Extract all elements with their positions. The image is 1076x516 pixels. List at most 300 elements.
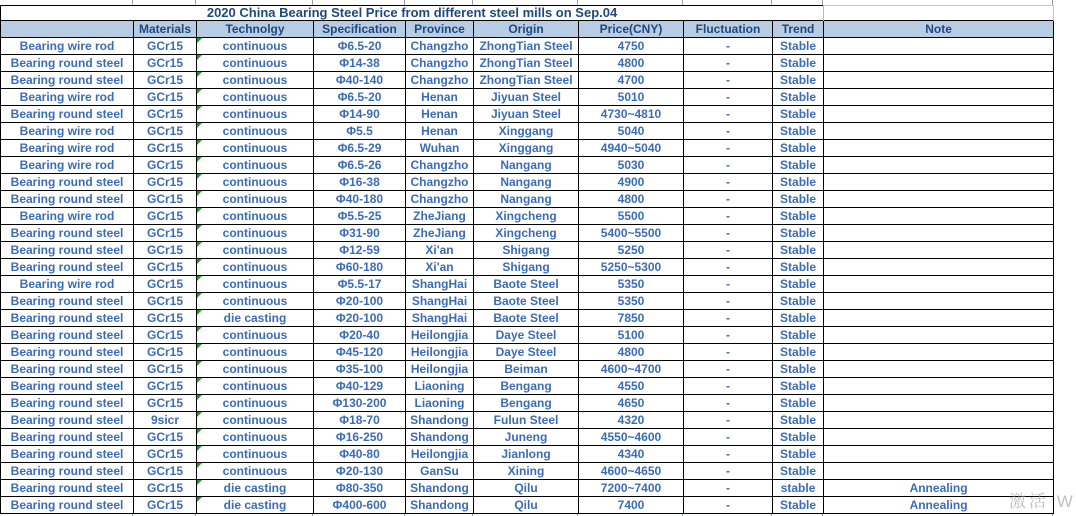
cell-material[interactable]: GCr15 [134,293,197,310]
cell-product[interactable]: Bearing round steel [1,395,134,412]
cell-material[interactable]: GCr15 [134,429,197,446]
title-side-cell[interactable] [824,6,1054,21]
cell-technology[interactable]: continuous [197,106,314,123]
cell-material[interactable]: GCr15 [134,276,197,293]
cell-product[interactable]: Bearing round steel [1,310,134,327]
cell-material[interactable]: GCr15 [134,55,197,72]
cell-product[interactable]: Bearing round steel [1,293,134,310]
cell-province[interactable]: Liaoning [406,395,474,412]
table-row [1,429,1054,446]
cell-trend[interactable]: Stable [773,72,824,89]
cell-note[interactable] [824,293,1054,310]
cell-specification[interactable]: Φ5.5 [314,123,406,140]
cell-specification[interactable]: Φ6.5-20 [314,38,406,55]
cell-specification[interactable]: Φ400-600 [314,497,406,514]
cell-origin[interactable]: Daye Steel [474,344,579,361]
cell-specification[interactable]: Φ20-40 [314,327,406,344]
cell-origin[interactable]: Baote Steel [474,293,579,310]
cell-note[interactable] [824,72,1054,89]
cell-material[interactable]: GCr15 [134,259,197,276]
cell-error-indicator-icon [197,72,202,77]
cell-trend[interactable]: Stable [773,55,824,72]
cell-trend[interactable]: Stable [773,208,824,225]
cell-specification[interactable]: Φ6.5-29 [314,140,406,157]
cell-province[interactable]: Heilongjia [406,327,474,344]
cell-note[interactable] [824,123,1054,140]
cell-technology[interactable]: continuous [197,140,314,157]
cell-technology[interactable]: continuous [197,412,314,429]
cell-product[interactable]: Bearing round steel [1,191,134,208]
cell-technology[interactable]: continuous [197,395,314,412]
cell-fluctuation[interactable]: - [684,344,773,361]
cell-price[interactable]: 5030 [579,157,684,174]
cell-trend[interactable]: stable [773,480,824,497]
cell-origin[interactable]: Bengang [474,378,579,395]
cell-technology[interactable]: continuous [197,463,314,480]
table-header-row [1,21,1054,38]
cell-note[interactable] [824,106,1054,123]
cell-fluctuation[interactable]: - [684,497,773,514]
cell-trend[interactable]: Stable [773,157,824,174]
cell-material[interactable]: GCr15 [134,106,197,123]
cell-province[interactable]: Shandong [406,480,474,497]
cell-note[interactable] [824,276,1054,293]
cell-specification[interactable]: Φ45-120 [314,344,406,361]
cell-trend[interactable]: Stable [773,106,824,123]
cell-fluctuation[interactable]: - [684,72,773,89]
cell-province[interactable]: Henan [406,106,474,123]
cell-price[interactable]: 7850 [579,310,684,327]
cell-price[interactable]: 4600~4700 [579,361,684,378]
cell-province[interactable]: ZheJiang [406,208,474,225]
cell-note[interactable]: Annealing [824,497,1054,514]
cell-technology[interactable]: continuous [197,293,314,310]
cell-origin[interactable]: Nangang [474,191,579,208]
cell-product[interactable]: Bearing round steel [1,242,134,259]
cell-trend[interactable]: Stable [773,327,824,344]
cell-origin[interactable]: Xingcheng [474,225,579,242]
cell-specification[interactable]: Φ20-100 [314,293,406,310]
cell-origin[interactable]: Shigang [474,242,579,259]
column-header-trend[interactable]: Trend [773,21,824,38]
cell-province[interactable]: ShangHai [406,293,474,310]
cell-material[interactable]: GCr15 [134,327,197,344]
cell-fluctuation[interactable]: - [684,378,773,395]
cell-price[interactable]: 4750 [579,38,684,55]
cell-origin[interactable]: Jiyuan Steel [474,106,579,123]
cell-error-indicator-icon [197,276,202,281]
cell-fluctuation[interactable]: - [684,429,773,446]
cell-product[interactable]: Bearing round steel [1,463,134,480]
cell-material[interactable]: GCr15 [134,157,197,174]
cell-error-indicator-icon [197,89,202,94]
cell-note[interactable] [824,157,1054,174]
cell-province[interactable]: Henan [406,89,474,106]
cell-province[interactable]: Heilongjia [406,361,474,378]
cell-trend[interactable]: Stable [773,259,824,276]
cell-product[interactable]: Bearing round steel [1,429,134,446]
cell-origin[interactable]: Nangang [474,157,579,174]
cell-province[interactable]: Xi'an [406,259,474,276]
cell-trend[interactable]: Stable [773,38,824,55]
cell-origin[interactable]: Jiyuan Steel [474,89,579,106]
cell-fluctuation[interactable]: - [684,395,773,412]
cell-province[interactable]: Changzho [406,55,474,72]
cell-specification[interactable]: Φ20-130 [314,463,406,480]
cell-material[interactable]: GCr15 [134,38,197,55]
cell-material[interactable]: GCr15 [134,361,197,378]
cell-province[interactable]: Changzho [406,191,474,208]
page-title[interactable]: 2020 China Bearing Steel Price from different steel mills on Sep.04 [1,6,824,21]
cell-price[interactable]: 7200~7400 [579,480,684,497]
cell-fluctuation[interactable]: - [684,191,773,208]
cell-material[interactable]: GCr15 [134,191,197,208]
cell-price[interactable]: 4340 [579,446,684,463]
cell-product[interactable]: Bearing round steel [1,174,134,191]
cell-price[interactable]: 4940~5040 [579,140,684,157]
cell-material[interactable]: GCr15 [134,463,197,480]
cell-material[interactable]: GCr15 [134,480,197,497]
cell-specification[interactable]: Φ60-180 [314,259,406,276]
cell-product[interactable]: Bearing round steel [1,55,134,72]
cell-product[interactable]: Bearing round steel [1,344,134,361]
column-header-note[interactable]: Note [824,21,1054,38]
cell-origin[interactable]: Xining [474,463,579,480]
column-header-province[interactable]: Province [406,21,474,38]
cell-specification[interactable]: Φ6.5-26 [314,157,406,174]
cell-origin[interactable]: Beiman [474,361,579,378]
cell-product[interactable]: Bearing round steel [1,378,134,395]
cell-trend[interactable]: Stable [773,242,824,259]
cell-product[interactable]: Bearing round steel [1,327,134,344]
cell-technology[interactable]: continuous [197,208,314,225]
cell-fluctuation[interactable]: - [684,106,773,123]
cell-technology[interactable]: continuous [197,174,314,191]
cell-fluctuation[interactable]: - [684,225,773,242]
cell-fluctuation[interactable]: - [684,174,773,191]
cell-note[interactable] [824,259,1054,276]
cell-technology[interactable]: continuous [197,259,314,276]
cell-technology[interactable]: die casting [197,497,314,514]
cell-error-indicator-icon [197,157,202,162]
cell-price[interactable]: 5350 [579,276,684,293]
cell-product[interactable]: Bearing round steel [1,446,134,463]
cell-fluctuation[interactable]: - [684,259,773,276]
cell-price[interactable]: 7400 [579,497,684,514]
cell-price[interactable]: 5350 [579,293,684,310]
cell-province[interactable]: ShangHai [406,276,474,293]
cell-price[interactable]: 5500 [579,208,684,225]
table-row [1,344,1054,361]
cell-note[interactable] [824,412,1054,429]
cell-material[interactable]: GCr15 [134,225,197,242]
cell-fluctuation[interactable]: - [684,327,773,344]
cell-note[interactable] [824,327,1054,344]
cell-trend[interactable]: Stable [773,344,824,361]
cell-origin[interactable]: Juneng [474,429,579,446]
cell-product[interactable]: Bearing round steel [1,480,134,497]
column-header-price[interactable]: Price(CNY) [579,21,684,38]
cell-origin[interactable]: Xingcheng [474,208,579,225]
cell-note[interactable] [824,38,1054,55]
cell-fluctuation[interactable]: - [684,412,773,429]
cell-note[interactable] [824,140,1054,157]
cell-product[interactable]: Bearing round steel [1,225,134,242]
column-header-product[interactable] [1,21,134,38]
cell-trend[interactable]: Stable [773,429,824,446]
cell-note[interactable] [824,89,1054,106]
column-header-technology[interactable]: Technolgy [197,21,314,38]
cell-technology[interactable]: continuous [197,429,314,446]
cell-fluctuation[interactable]: - [684,242,773,259]
cell-product[interactable]: Bearing wire rod [1,157,134,174]
cell-material[interactable]: 9sicr [134,412,197,429]
cell-note[interactable] [824,310,1054,327]
cell-origin[interactable]: Jianlong [474,446,579,463]
cell-province[interactable]: Wuhan [406,140,474,157]
cell-material[interactable]: GCr15 [134,242,197,259]
cell-trend[interactable]: Stable [773,446,824,463]
cell-province[interactable]: Changzho [406,157,474,174]
cell-province[interactable]: Heilongjia [406,344,474,361]
cell-province[interactable]: Xi'an [406,242,474,259]
activation-watermark: 激活 W [1009,492,1076,511]
cell-specification[interactable]: Φ5.5-25 [314,208,406,225]
cell-specification[interactable]: Φ31-90 [314,225,406,242]
cell-material[interactable]: GCr15 [134,123,197,140]
cell-technology[interactable]: continuous [197,55,314,72]
cell-specification[interactable]: Φ80-350 [314,480,406,497]
cell-province[interactable]: Henan [406,123,474,140]
cell-technology[interactable]: continuous [197,446,314,463]
cell-price[interactable]: 5250~5300 [579,259,684,276]
cell-note[interactable] [824,208,1054,225]
cell-product[interactable]: Bearing wire rod [1,276,134,293]
cell-origin[interactable]: Shigang [474,259,579,276]
cell-fluctuation[interactable]: - [684,463,773,480]
cell-specification[interactable]: Φ12-59 [314,242,406,259]
cell-fluctuation[interactable]: - [684,361,773,378]
cell-price[interactable]: 4800 [579,191,684,208]
cell-technology[interactable]: continuous [197,191,314,208]
column-header-material[interactable]: Materials [134,21,197,38]
cell-province[interactable]: ShangHai [406,310,474,327]
cell-material[interactable]: GCr15 [134,344,197,361]
cell-origin[interactable]: Baote Steel [474,276,579,293]
cell-technology[interactable]: continuous [197,242,314,259]
cell-product[interactable]: Bearing wire rod [1,208,134,225]
cell-price[interactable]: 4800 [579,344,684,361]
cell-specification[interactable]: Φ6.5-20 [314,89,406,106]
cell-fluctuation[interactable]: - [684,480,773,497]
cell-trend[interactable]: Stable [773,378,824,395]
cell-origin[interactable]: ZhongTian Steel [474,55,579,72]
cell-price[interactable]: 5400~5500 [579,225,684,242]
cell-price[interactable]: 4730~4810 [579,106,684,123]
cell-specification[interactable]: Φ40-140 [314,72,406,89]
cell-technology[interactable]: die casting [197,310,314,327]
cell-specification[interactable]: Φ40-180 [314,191,406,208]
cell-product[interactable]: Bearing round steel [1,361,134,378]
cell-material[interactable]: GCr15 [134,72,197,89]
cell-trend[interactable]: Stable [773,293,824,310]
cell-product[interactable]: Bearing round steel [1,72,134,89]
cell-fluctuation[interactable]: - [684,55,773,72]
cell-origin[interactable]: ZhongTian Steel [474,38,579,55]
cell-specification[interactable]: Φ14-38 [314,55,406,72]
cell-trend[interactable]: Stable [773,89,824,106]
column-header-origin[interactable]: Origin [474,21,579,38]
cell-technology[interactable]: continuous [197,225,314,242]
cell-province[interactable]: Heilongjia [406,446,474,463]
cell-trend[interactable]: Stable [773,191,824,208]
cell-technology[interactable]: continuous [197,327,314,344]
cell-material[interactable]: GCr15 [134,208,197,225]
cell-note[interactable] [824,55,1054,72]
cell-material[interactable]: GCr15 [134,497,197,514]
cell-technology[interactable]: continuous [197,157,314,174]
cell-trend[interactable]: Stable [773,395,824,412]
cell-origin[interactable]: Xinggang [474,123,579,140]
cell-trend[interactable]: Stable [773,140,824,157]
cell-origin[interactable]: Bengang [474,395,579,412]
cell-material[interactable]: GCr15 [134,310,197,327]
cell-origin[interactable]: Baote Steel [474,310,579,327]
cell-price[interactable]: 4800 [579,55,684,72]
cell-trend[interactable]: Stable [773,361,824,378]
cell-price[interactable]: 4700 [579,72,684,89]
cell-price[interactable]: 4650 [579,395,684,412]
cell-note[interactable] [824,446,1054,463]
cell-specification[interactable]: Φ130-200 [314,395,406,412]
cell-origin[interactable]: ZhongTian Steel [474,72,579,89]
cell-price[interactable]: 4550 [579,378,684,395]
cell-price[interactable]: 4320 [579,412,684,429]
cell-note[interactable] [824,191,1054,208]
cell-specification[interactable]: Φ35-100 [314,361,406,378]
cell-fluctuation[interactable]: - [684,123,773,140]
cell-origin[interactable]: Fulun Steel [474,412,579,429]
cell-material[interactable]: GCr15 [134,174,197,191]
cell-trend[interactable]: Stable [773,412,824,429]
cell-fluctuation[interactable]: - [684,310,773,327]
cell-fluctuation[interactable]: - [684,293,773,310]
cell-material[interactable]: GCr15 [134,89,197,106]
cell-specification[interactable]: Φ16-38 [314,174,406,191]
cell-material[interactable]: GCr15 [134,395,197,412]
cell-technology[interactable]: continuous [197,361,314,378]
cell-province[interactable]: Liaoning [406,378,474,395]
cell-origin[interactable]: Daye Steel [474,327,579,344]
cell-note[interactable] [824,225,1054,242]
cell-price[interactable]: 5100 [579,327,684,344]
cell-fluctuation[interactable]: - [684,38,773,55]
cell-product[interactable]: Bearing wire rod [1,123,134,140]
cell-fluctuation[interactable]: - [684,140,773,157]
cell-fluctuation[interactable]: - [684,446,773,463]
cell-material[interactable]: GCr15 [134,446,197,463]
cell-price[interactable]: 4550~4600 [579,429,684,446]
cell-product[interactable]: Bearing wire rod [1,140,134,157]
cell-trend[interactable]: Stable [773,497,824,514]
cell-product[interactable]: Bearing round steel [1,259,134,276]
cell-price[interactable]: 5250 [579,242,684,259]
cell-specification[interactable]: Φ14-90 [314,106,406,123]
cell-province[interactable]: ZheJiang [406,225,474,242]
cell-price[interactable]: 5010 [579,89,684,106]
cell-technology[interactable]: continuous [197,38,314,55]
cell-province[interactable]: Changzho [406,174,474,191]
cell-note[interactable] [824,395,1054,412]
cell-technology[interactable]: continuous [197,72,314,89]
cell-technology[interactable]: continuous [197,276,314,293]
cell-origin[interactable]: Qilu [474,497,579,514]
cell-note[interactable] [824,344,1054,361]
cell-fluctuation[interactable]: - [684,276,773,293]
cell-technology[interactable]: continuous [197,344,314,361]
cell-specification[interactable]: Φ18-70 [314,412,406,429]
cell-price[interactable]: 4900 [579,174,684,191]
cell-fluctuation[interactable]: - [684,208,773,225]
cell-fluctuation[interactable]: - [684,89,773,106]
cell-origin[interactable]: Qilu [474,480,579,497]
cell-province[interactable]: Shandong [406,497,474,514]
cell-specification[interactable]: Φ40-129 [314,378,406,395]
cell-trend[interactable]: Stable [773,225,824,242]
cell-note[interactable]: Annealing [824,480,1054,497]
cell-province[interactable]: Changzho [406,72,474,89]
cell-note[interactable] [824,378,1054,395]
cell-product[interactable]: Bearing wire rod [1,89,134,106]
column-header-fluctuation[interactable]: Fluctuation [684,21,773,38]
cell-technology[interactable]: die casting [197,480,314,497]
cell-technology[interactable]: continuous [197,378,314,395]
cell-province[interactable]: Changzho [406,38,474,55]
cell-trend[interactable]: Stable [773,123,824,140]
cell-note[interactable] [824,242,1054,259]
cell-trend[interactable]: Stable [773,174,824,191]
cell-origin[interactable]: Nangang [474,174,579,191]
cell-material[interactable]: GCr15 [134,140,197,157]
cell-technology[interactable]: continuous [197,89,314,106]
cell-specification[interactable]: Φ16-250 [314,429,406,446]
cell-province[interactable]: Shandong [406,412,474,429]
cell-product[interactable]: Bearing round steel [1,106,134,123]
cell-note[interactable] [824,463,1054,480]
cell-specification[interactable]: Φ5.5-17 [314,276,406,293]
cell-note[interactable] [824,174,1054,191]
cell-origin[interactable]: Xinggang [474,140,579,157]
cell-product[interactable]: Bearing round steel [1,412,134,429]
cell-specification[interactable]: Φ20-100 [314,310,406,327]
cell-note[interactable] [824,361,1054,378]
cell-price[interactable]: 4600~4650 [579,463,684,480]
cell-product[interactable]: Bearing wire rod [1,38,134,55]
column-header-specification[interactable]: Specification [314,21,406,38]
cell-fluctuation[interactable]: - [684,157,773,174]
cell-trend[interactable]: Stable [773,310,824,327]
cell-specification[interactable]: Φ40-80 [314,446,406,463]
cell-trend[interactable]: Stable [773,276,824,293]
cell-price[interactable]: 5040 [579,123,684,140]
cell-trend[interactable]: Stable [773,463,824,480]
cell-technology[interactable]: continuous [197,123,314,140]
cell-note[interactable] [824,429,1054,446]
cell-province[interactable]: Shandong [406,429,474,446]
cell-province[interactable]: GanSu [406,463,474,480]
cell-product[interactable]: Bearing round steel [1,497,134,514]
cell-material[interactable]: GCr15 [134,378,197,395]
